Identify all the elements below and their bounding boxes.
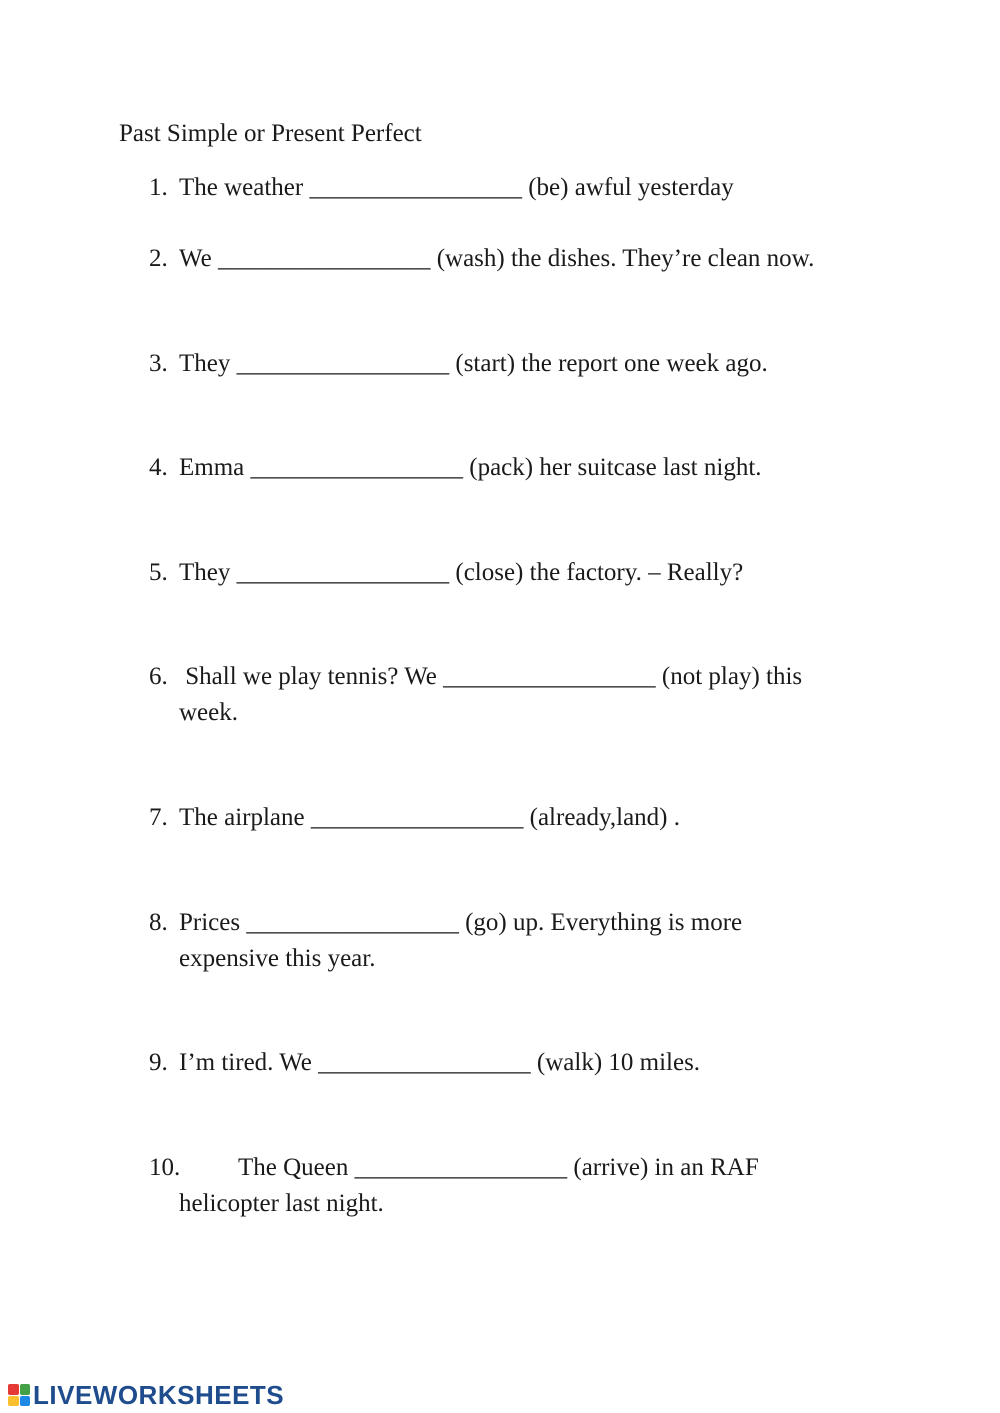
item-text-continuation: helicopter last night. — [179, 1190, 384, 1217]
exercise-item-4 — [149, 450, 909, 486]
logo-text: LIVEWORKSHEETS — [33, 1380, 285, 1410]
item-number: 3. — [149, 350, 168, 377]
item-text-continuation: expensive this year. — [179, 945, 376, 972]
item-number: 7. — [149, 804, 168, 831]
item-text: We _________________ (wash) the dishes. They’re clean now. — [179, 245, 815, 272]
exercise-item-6 — [149, 659, 909, 731]
exercise-item-10 — [149, 1150, 909, 1222]
exercise-item-8 — [149, 905, 909, 977]
item-text: The Queen _________________ (arrive) in an RAF — [238, 1154, 759, 1181]
exercise-item-3 — [149, 346, 909, 382]
item-text: Prices _________________ (go) up. Everything is more — [179, 909, 743, 936]
exercise-item-7 — [149, 800, 909, 836]
item-text: Emma _________________ (pack) her suitcase last night. — [179, 454, 762, 481]
item-text: The weather _________________ (be) awful yesterday — [179, 174, 734, 201]
item-text: The airplane _________________ (already,land) . — [179, 804, 681, 831]
logo-square-red — [8, 1384, 19, 1395]
item-text: I’m tired. We _________________ (walk) 10 miles. — [179, 1049, 701, 1076]
worksheet-title: Past Simple or Present Perfect — [119, 120, 422, 147]
logo-square-green — [20, 1384, 31, 1395]
exercise-item-5 — [149, 555, 909, 591]
liveworksheets-logo[interactable] — [8, 1380, 284, 1410]
item-number: 2. — [149, 245, 168, 272]
exercise-item-9 — [149, 1045, 909, 1081]
item-number: 1. — [149, 174, 168, 201]
item-number: 5. — [149, 559, 168, 586]
liveworksheets-logo-icon — [8, 1384, 30, 1406]
exercise-item-1 — [149, 170, 909, 206]
item-text-continuation: week. — [179, 699, 238, 726]
item-number: 4. — [149, 454, 168, 481]
logo-square-yellow — [8, 1396, 19, 1407]
item-text: They _________________ (start) the report one week ago. — [179, 350, 768, 377]
item-number: 6. — [149, 663, 168, 690]
item-number: 8. — [149, 909, 168, 936]
item-text: Shall we play tennis? We _________________ (not play) this — [179, 663, 803, 690]
exercise-item-2 — [149, 241, 909, 277]
item-number: 9. — [149, 1049, 168, 1076]
item-text: They _________________ (close) the factory. – Really? — [179, 559, 744, 586]
logo-square-blue — [20, 1396, 31, 1407]
item-number: 10. — [149, 1154, 181, 1181]
